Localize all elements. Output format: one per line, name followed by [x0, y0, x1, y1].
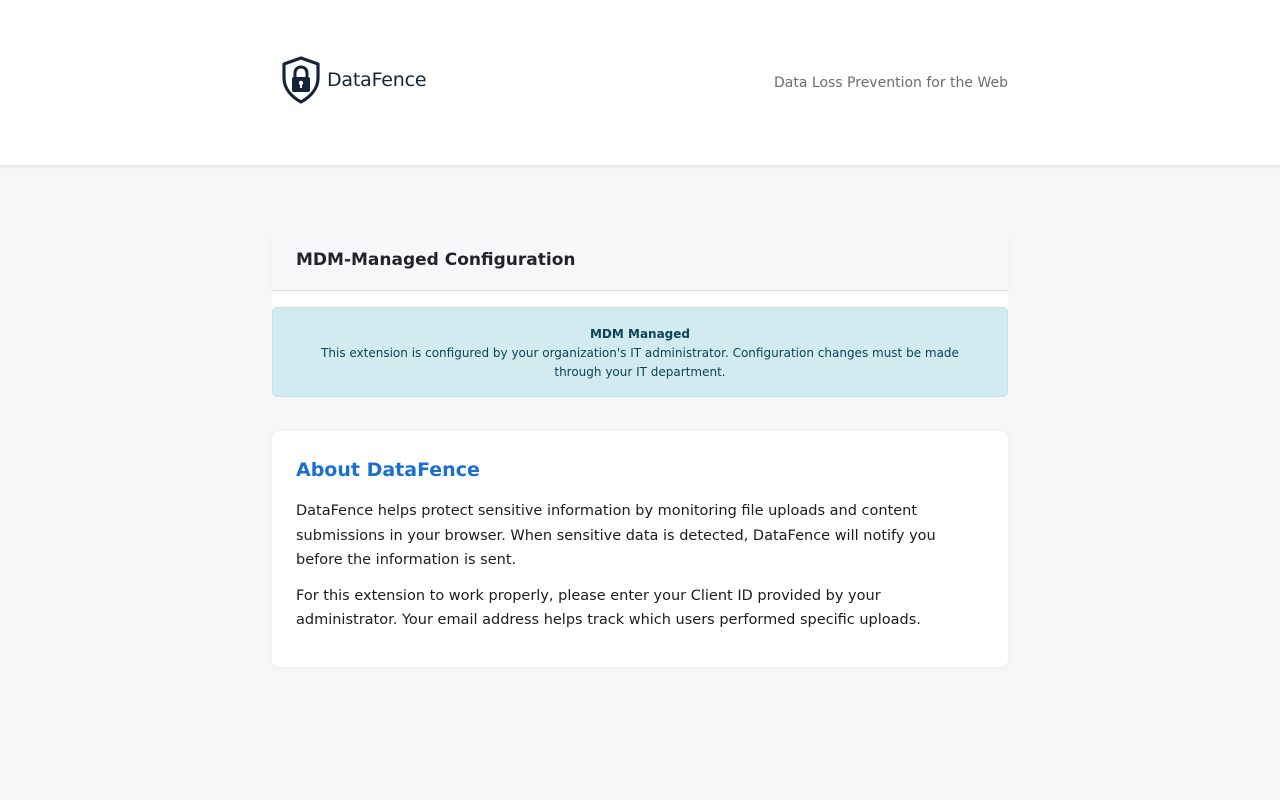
mdm-managed-alert	[272, 307, 1008, 397]
alert-text: This extension is configured by your organization's IT administrator. Configuration changes must be made through your IT department.	[321, 346, 959, 379]
shield-lock-icon	[281, 56, 321, 104]
about-card	[272, 431, 1008, 667]
alert-title: MDM Managed	[589, 327, 691, 341]
mdm-config-card	[272, 231, 1008, 398]
brand-name: DataFence	[327, 69, 427, 91]
about-paragraph: For this extension to work properly, please enter your Client ID provided by your administrator. Your email address helps track which users performed specific uploads.	[296, 587, 921, 628]
card-body	[272, 291, 1008, 307]
tagline: Data Loss Prevention for the Web	[774, 75, 1008, 91]
brand-logo[interactable]	[281, 56, 426, 104]
card-title: MDM-Managed Configuration	[296, 250, 576, 270]
about-title: About DataFence	[296, 459, 480, 481]
card-header	[272, 231, 1008, 291]
page-header	[0, 0, 1280, 166]
about-paragraph: DataFence helps protect sensitive information by monitoring file uploads and content submissions in your browser. When sensitive data is detected, DataFence will notify you before the information is sent.	[296, 503, 936, 568]
